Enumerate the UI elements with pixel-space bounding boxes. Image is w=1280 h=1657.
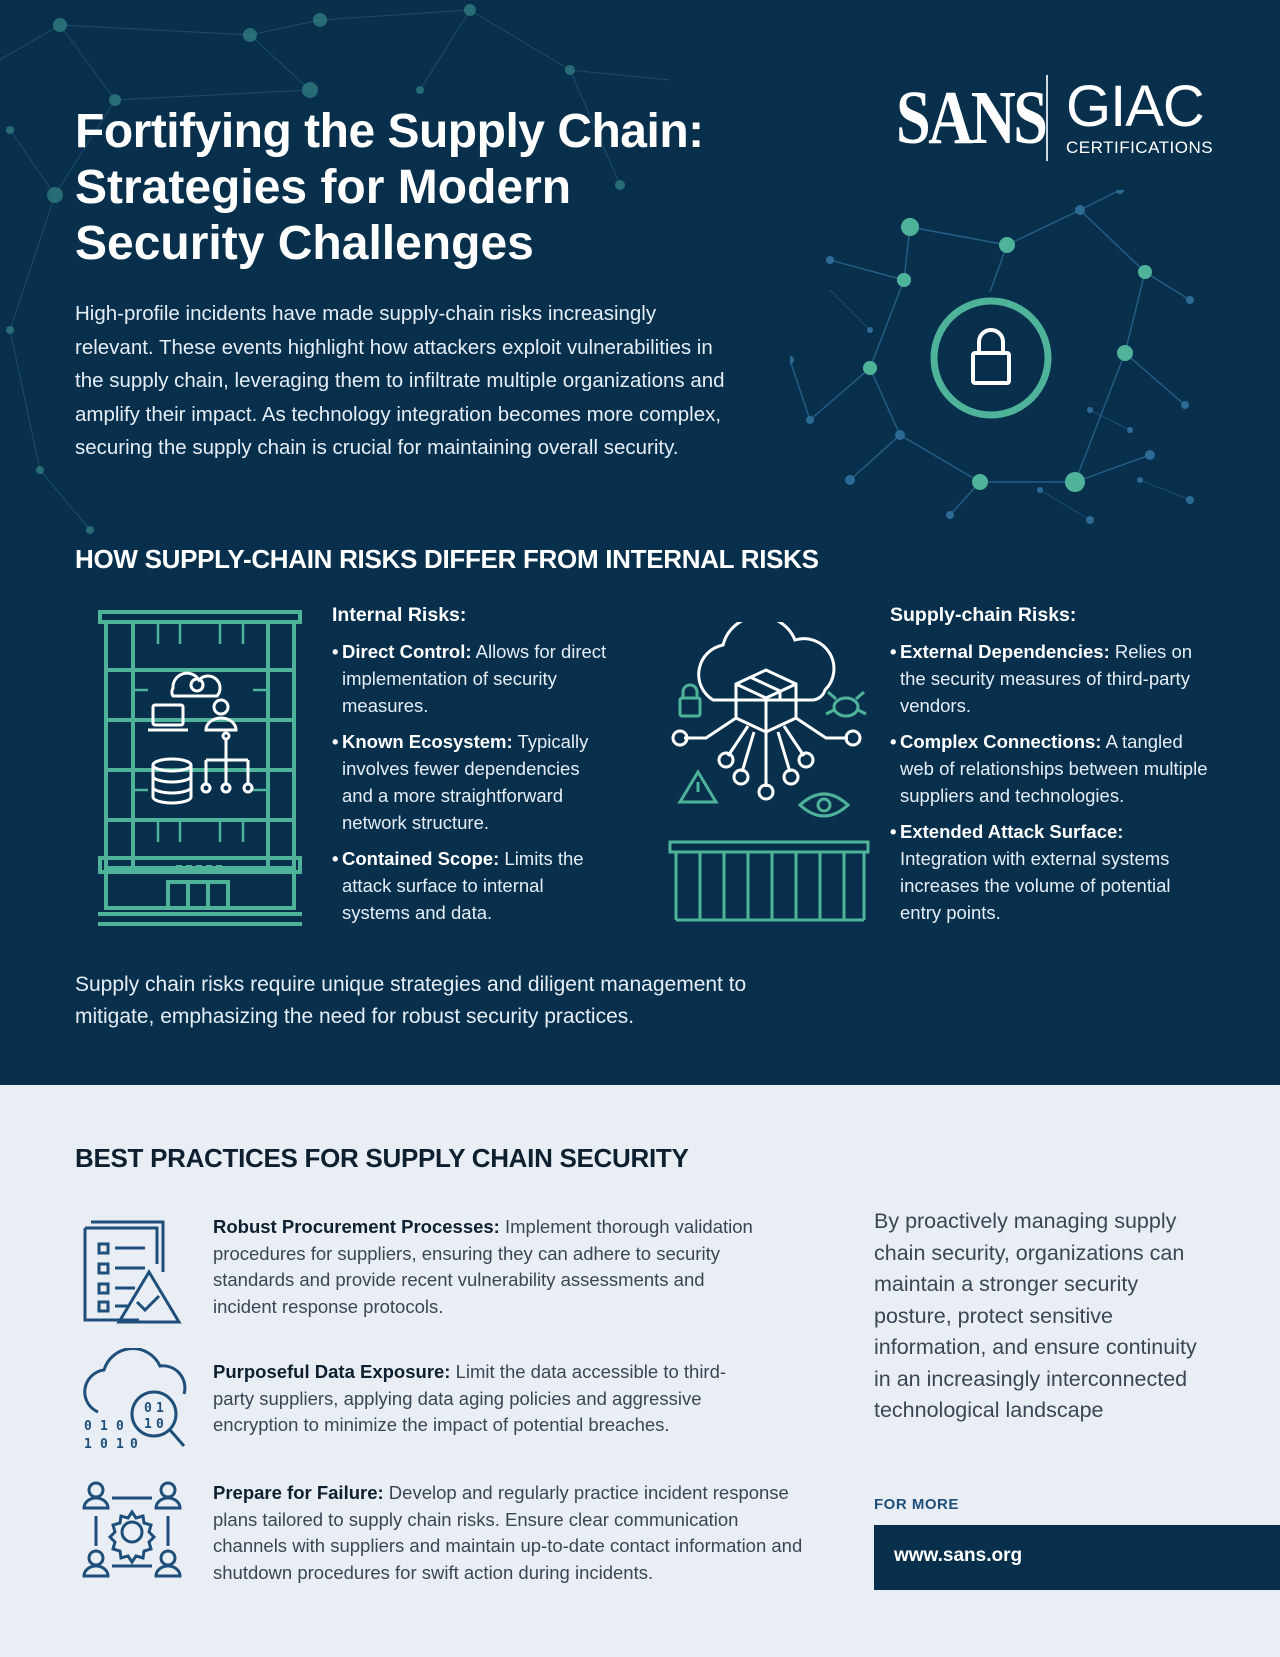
svg-text:0: 0 bbox=[130, 1437, 138, 1452]
list-item bbox=[890, 818, 1210, 926]
supply-risks-list bbox=[890, 638, 1210, 935]
sans-website-link[interactable]: www.sans.org bbox=[894, 1545, 1023, 1566]
svg-text:0: 0 bbox=[84, 1419, 92, 1434]
practice-text: Limit the data accessible to third-party suppliers, applying data aging policies and aggressive encryption to minimize the impact of potential breaches. bbox=[213, 1361, 727, 1435]
practice-term: Prepare for Failure: bbox=[213, 1482, 384, 1503]
svg-text:1: 1 bbox=[84, 1437, 92, 1452]
svg-text:1: 1 bbox=[156, 1401, 164, 1416]
practice-text: Implement thorough validation procedures for suppliers, ensuring they can adhere to security standards and provide recent vulnerability assessments and incident response protocols. bbox=[213, 1216, 753, 1317]
risk-text: A tangled web of relationships between multiple suppliers and technologies. bbox=[900, 731, 1208, 806]
list-item bbox=[332, 638, 612, 719]
risk-term: Direct Control: bbox=[342, 641, 472, 662]
intro-paragraph: High-profile incidents have made supply-chain risks increasingly relevant. These events highlight how attackers exploit vulnerabilities in the supply chain, leveraging them to infiltrate multiple organizations and amplify their impact. As technology integration becomes more complex, securing the supply chain is crucial for maintaining overall security. bbox=[75, 302, 725, 459]
giac-certifications-text: CERTIFICATIONS bbox=[1066, 138, 1214, 157]
svg-text:0: 0 bbox=[116, 1419, 124, 1434]
risk-text: Relies on the security measures of third-party vendors. bbox=[900, 641, 1193, 716]
list-item bbox=[890, 728, 1210, 809]
risk-term: Known Ecosystem: bbox=[342, 731, 513, 752]
sans-giac-logo[interactable] bbox=[896, 72, 1213, 164]
internal-risks-list bbox=[332, 638, 612, 935]
svg-text:1: 1 bbox=[100, 1419, 108, 1434]
giac-logo bbox=[1066, 74, 1214, 158]
svg-text:0: 0 bbox=[100, 1437, 108, 1452]
practice-procurement bbox=[213, 1214, 753, 1320]
url-banner bbox=[874, 1525, 1280, 1590]
risk-term: External Dependencies: bbox=[900, 641, 1110, 662]
giac-logo-text: GIAC bbox=[1066, 74, 1204, 139]
svg-text:1: 1 bbox=[144, 1417, 152, 1432]
cloud-network-icon bbox=[668, 622, 873, 922]
page-title bbox=[75, 104, 775, 272]
risk-term: Complex Connections: bbox=[900, 731, 1102, 752]
practice-text: Develop and regularly practice incident response plans tailored to supply chain risks. Ensure clear communication channels with suppliers and maintain up-to-date contact information and shutdown procedures for swift action during incidents. bbox=[213, 1482, 803, 1583]
building-icon bbox=[98, 610, 303, 928]
svg-text:1: 1 bbox=[116, 1437, 124, 1452]
title-line-3: Security Challenges bbox=[75, 217, 534, 270]
risk-term: Extended Attack Surface: bbox=[900, 821, 1124, 842]
cloud-data-icon bbox=[76, 1348, 188, 1453]
gear-people-icon bbox=[80, 1480, 185, 1584]
list-item bbox=[332, 845, 612, 926]
checklist-warning-icon bbox=[83, 1216, 183, 1324]
list-item bbox=[890, 638, 1210, 719]
list-item bbox=[332, 728, 612, 836]
risk-text: Limits the attack surface to internal systems and data. bbox=[342, 848, 584, 923]
practice-data-exposure bbox=[213, 1359, 753, 1439]
closing-paragraph: By proactively managing supply chain security, organizations can maintain a stronger security posture, protect sensitive information, and ensure continuity in an increasingly interconnected technological landscape bbox=[874, 1209, 1197, 1422]
svg-text:0: 0 bbox=[144, 1401, 152, 1416]
practice-term: Robust Procurement Processes: bbox=[213, 1216, 500, 1237]
risk-text: Typically involves fewer dependencies and a more straightforward network structure. bbox=[342, 731, 589, 833]
risk-term: Contained Scope: bbox=[342, 848, 500, 869]
section-heading-risks: HOW SUPPLY-CHAIN RISKS DIFFER FROM INTERNAL RISKS bbox=[75, 544, 819, 574]
risk-text: Allows for direct implementation of security measures. bbox=[342, 641, 607, 716]
for-more-label: FOR MORE bbox=[874, 1496, 959, 1513]
logo-divider bbox=[1046, 75, 1048, 161]
section-heading-best-practices: BEST PRACTICES FOR SUPPLY CHAIN SECURITY bbox=[75, 1143, 689, 1173]
risks-summary: Supply chain risks require unique strategies and diligent management to mitigate, emphasizing the need for robust security practices. bbox=[75, 973, 747, 1028]
title-line-2: Strategies for Modern bbox=[75, 161, 572, 214]
lock-network-graphic bbox=[790, 190, 1210, 530]
risk-text: Integration with external systems increases the volume of potential entry points. bbox=[900, 848, 1171, 923]
title-bold: Fortifying the Supply Chain: bbox=[75, 105, 704, 158]
supply-risks-title: Supply-chain Risks: bbox=[890, 604, 1077, 626]
practice-prepare-failure bbox=[213, 1480, 813, 1586]
sans-logo: SANS bbox=[896, 76, 1046, 160]
practice-term: Purposeful Data Exposure: bbox=[213, 1361, 451, 1382]
internal-risks-title: Internal Risks: bbox=[332, 604, 467, 626]
svg-text:0: 0 bbox=[156, 1417, 164, 1432]
